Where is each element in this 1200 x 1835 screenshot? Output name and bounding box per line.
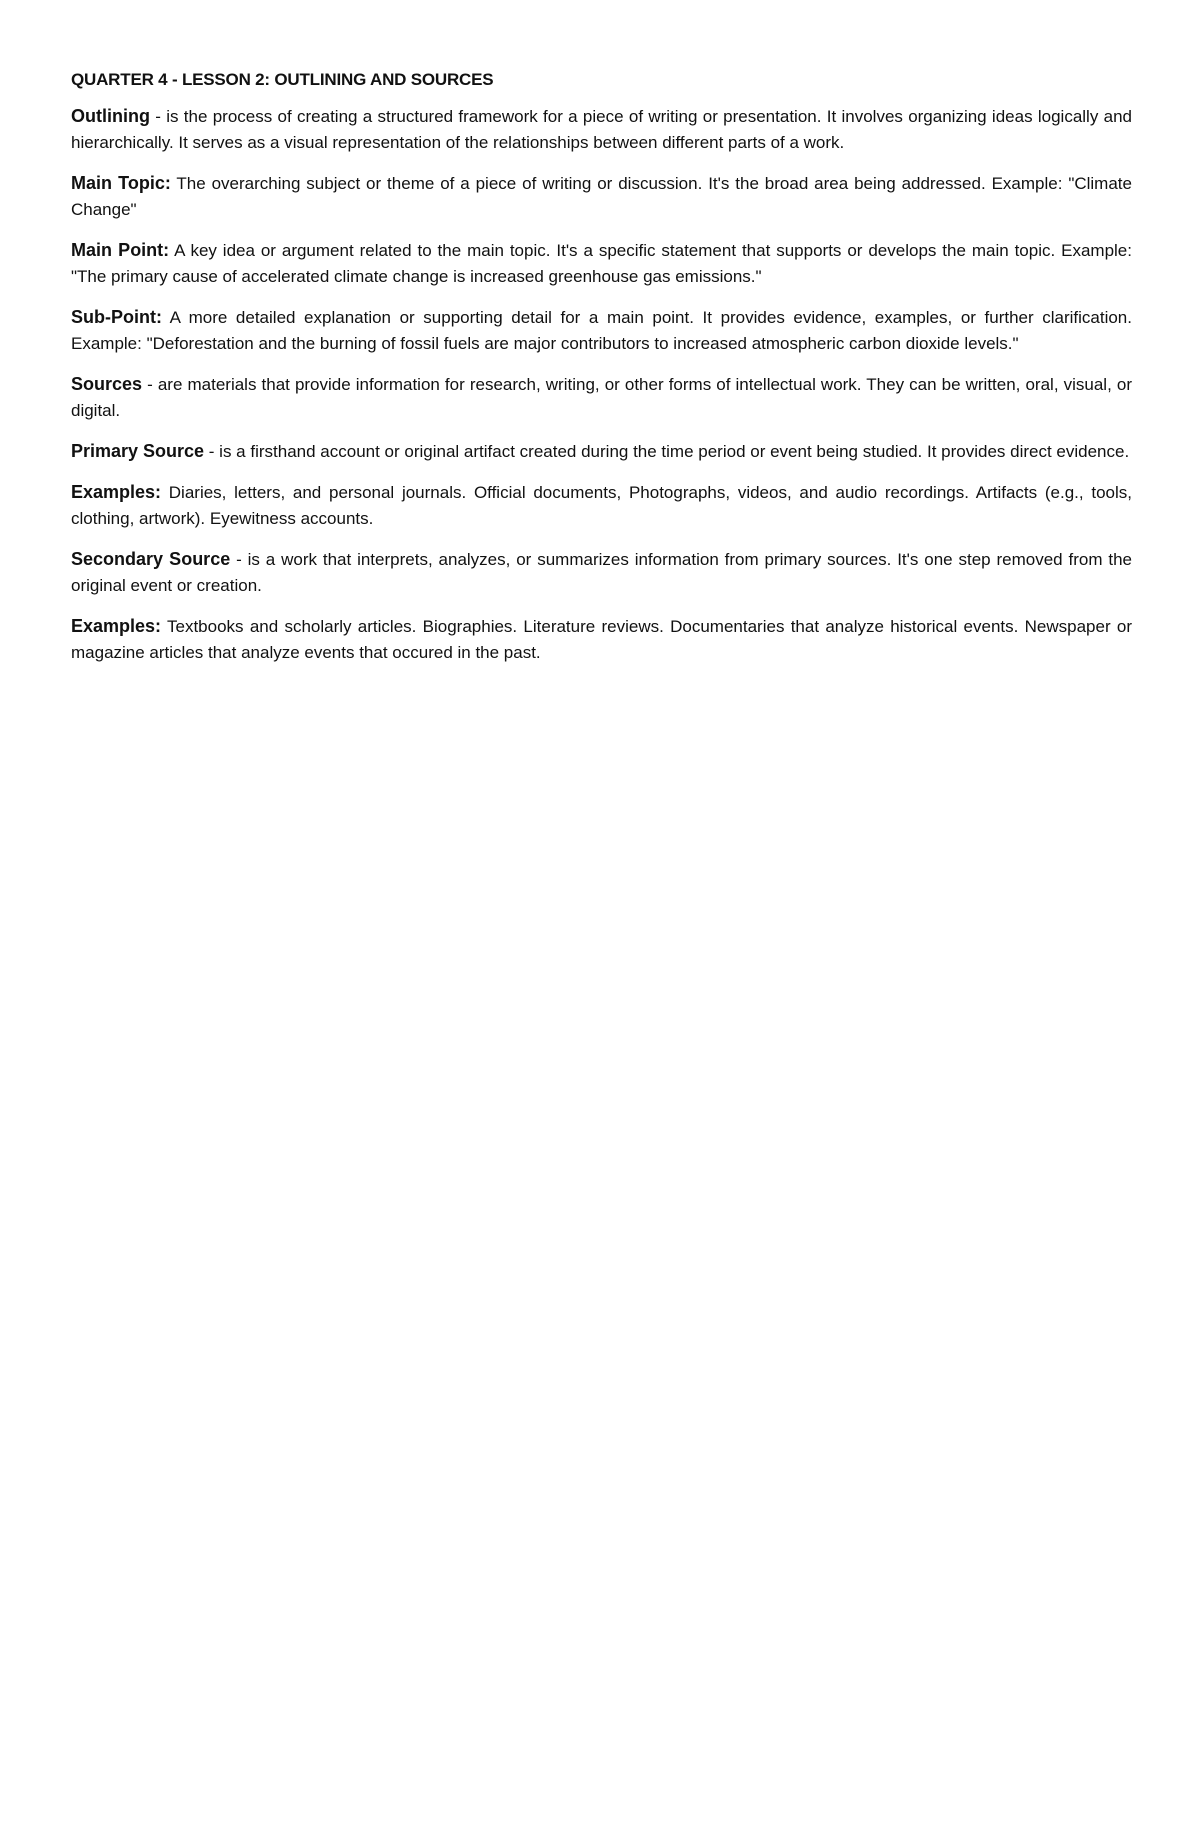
examples-text: Textbooks and scholarly articles. Biographies. Literature reviews. Documentaries that analyze historical events. Newspaper or magazine articles that analyze events that occured in the past. [71, 617, 1132, 662]
term-examples: Examples: [71, 482, 162, 502]
definition-text: - is a work that interprets, analyzes, or summarizes information from primary sources. It's one step removed from the original event or creation. [71, 550, 1133, 595]
secondary-source-examples [71, 613, 1132, 666]
definition-sub-point [71, 304, 1132, 357]
term-outlining: Outlining [71, 106, 150, 126]
term-secondary-source: Secondary Source [71, 549, 231, 569]
term-primary-source: Primary Source [71, 441, 205, 461]
term-sources: Sources [71, 374, 143, 394]
definition-text: A key idea or argument related to the main topic. It's a specific statement that supports or develops the main topic. Example: "The primary cause of accelerated climate change is increased greenhouse gas emissions." [71, 241, 1132, 286]
page-title: QUARTER 4 - LESSON 2: OUTLINING AND SOURCES [71, 70, 494, 89]
definition-primary-source [71, 438, 1132, 465]
definition-text: The overarching subject or theme of a piece of writing or discussion. It's the broad area being addressed. Example: "Climate Change" [71, 174, 1132, 219]
definition-text: - is a firsthand account or original artifact created during the time period or event being studied. It provides direct evidence. [204, 442, 1130, 461]
definition-secondary-source [71, 546, 1132, 599]
definition-outlining [71, 103, 1132, 156]
definition-main-point [71, 237, 1132, 290]
definition-sources [71, 371, 1132, 424]
term-examples: Examples: [71, 616, 162, 636]
definition-main-topic [71, 170, 1132, 223]
primary-source-examples [71, 479, 1132, 532]
definition-text: - are materials that provide information for research, writing, or other forms of intellectual work. They can be written, oral, visual, or digital. [71, 375, 1132, 420]
term-sub-point: Sub-Point: [71, 307, 162, 327]
examples-text: Diaries, letters, and personal journals. Official documents, Photographs, videos, and audio recordings. Artifacts (e.g., tools, clothing, artwork). Eyewitness accounts. [71, 483, 1132, 528]
document-page [71, 70, 1132, 680]
term-main-point: Main Point: [71, 240, 170, 260]
definition-text: A more detailed explanation or supporting detail for a main point. It provides evidence, examples, or further clarification. Example: "Deforestation and the burning of fossil fuels are major contributors to increased atmospheric carbon dioxide levels." [71, 308, 1132, 353]
term-main-topic: Main Topic: [71, 173, 171, 193]
definition-text: - is the process of creating a structured framework for a piece of writing or presentation. It involves organizing ideas logically and hierarchically. It serves as a visual representation of the relationships between different parts of a work. [71, 107, 1132, 152]
